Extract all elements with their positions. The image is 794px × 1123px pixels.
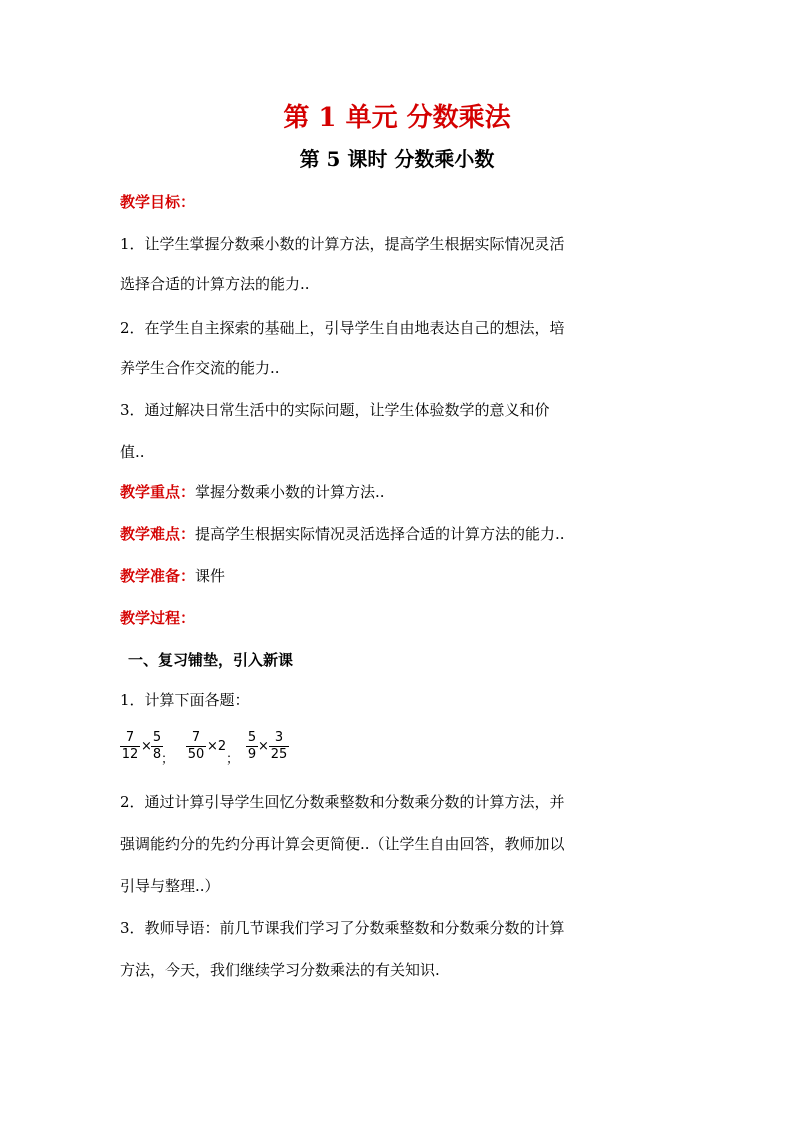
numerator: 5 <box>152 730 162 745</box>
objectives-label: 教学目标： <box>120 193 196 211</box>
times-two: ×2 <box>207 739 227 754</box>
fraction-5-9 <box>246 730 258 763</box>
objective-1-line-1: 1．让学生掌握分数乘小数的计算方法，提高学生根据实际情况灵活 <box>120 235 565 253</box>
objective-3-line-1: 3．通过解决日常生活中的实际问题，让学生体验数学的意义和价 <box>120 401 550 419</box>
numerator: 7 <box>191 730 201 745</box>
fraction-7-12 <box>120 730 140 763</box>
key-point-text: 掌握分数乘小数的计算方法.. <box>195 483 385 501</box>
denominator: 25 <box>270 747 288 762</box>
step-2-line-1: 2．通过计算引导学生回忆分数乘整数和分数乘分数的计算方法，并 <box>120 793 565 811</box>
section-1-heading: 一、复习铺垫，引入新课 <box>128 651 294 669</box>
numerator: 3 <box>274 730 284 745</box>
preparation-text: 课件 <box>195 567 226 585</box>
objective-2-line-1: 2．在学生自主探索的基础上，引导学生自由地表达自己的想法，培 <box>120 319 565 337</box>
objective-2-line-2: 养学生合作交流的能力.. <box>120 359 280 377</box>
step-2-line-3: 引导与整理..） <box>120 877 220 895</box>
separator: ； <box>161 752 175 767</box>
difficulty-row <box>120 522 680 546</box>
fraction-exercises <box>120 726 380 776</box>
unit-title: 第 1 单元 分数乘法 <box>283 103 511 133</box>
step-3-line-2: 方法，今天，我们继续学习分数乘法的有关知识. <box>120 961 440 979</box>
times-sign: × <box>141 739 152 754</box>
fraction-3-25 <box>269 730 289 763</box>
objective-1-line-2: 选择合适的计算方法的能力.. <box>120 275 310 293</box>
denominator: 50 <box>187 747 205 762</box>
denominator: 9 <box>247 747 257 762</box>
times-sign: × <box>258 739 269 754</box>
numerator: 7 <box>125 730 135 745</box>
key-point-row <box>120 480 680 504</box>
denominator: 12 <box>121 747 139 762</box>
objective-3-line-2: 值.. <box>120 443 145 461</box>
fraction-7-50 <box>186 730 206 763</box>
process-label: 教学过程： <box>120 609 196 627</box>
difficulty-label: 教学难点： <box>120 525 196 543</box>
separator: ； <box>226 752 240 767</box>
preparation-label: 教学准备： <box>120 567 196 585</box>
lesson-title: 第 5 课时 分数乘小数 <box>299 147 495 171</box>
preparation-row <box>120 564 680 588</box>
key-point-label: 教学重点： <box>120 483 196 501</box>
difficulty-text: 提高学生根据实际情况灵活选择合适的计算方法的能力.. <box>195 525 565 543</box>
step-1-text: 1．计算下面各题： <box>120 691 250 709</box>
step-2-line-2: 强调能约分的先约分再计算会更简便..（让学生自由回答，教师加以 <box>120 835 565 853</box>
numerator: 5 <box>247 730 257 745</box>
denominator: 8 <box>152 747 162 762</box>
step-3-line-1: 3．教师导语：前几节课我们学习了分数乘整数和分数乘分数的计算 <box>120 919 565 937</box>
